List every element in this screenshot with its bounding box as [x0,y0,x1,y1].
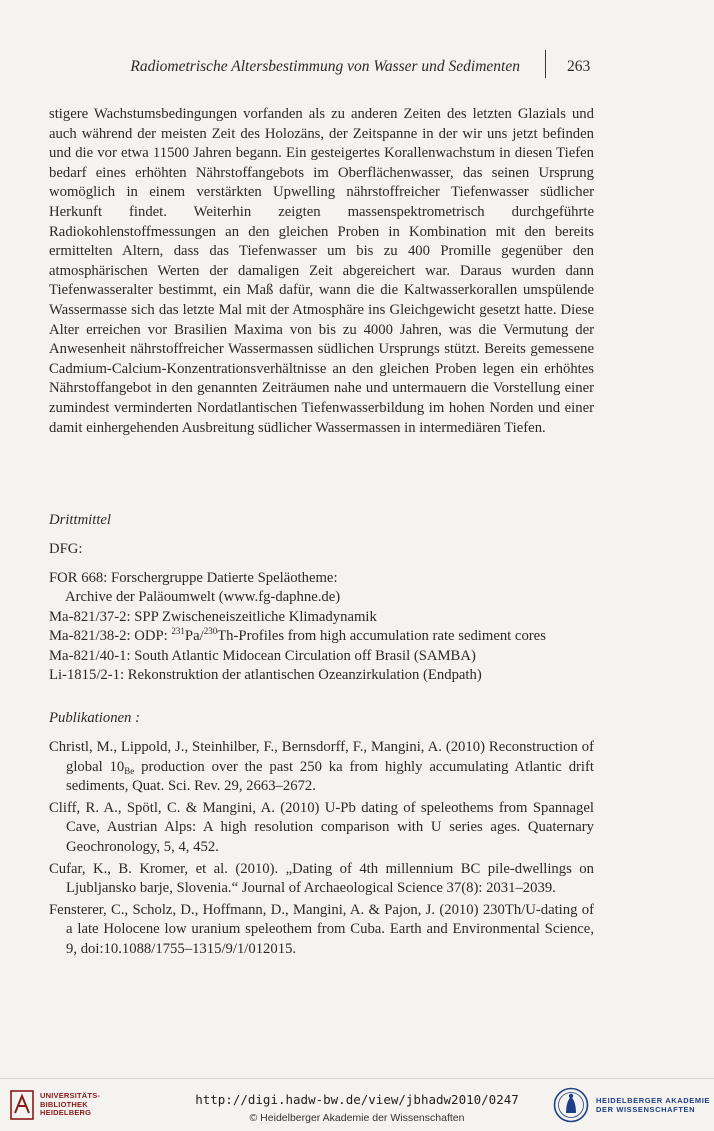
funding-list-wrapper [49,569,609,685]
running-head-divider [545,50,546,78]
publication-text: production over the past 250 ka from highly accumulating Atlantic drift sediments, Quat. Sci. Rev. 29, 2663–2672. [66,758,594,795]
odp-mid: Pa/ [184,628,204,645]
dfg-label: DFG: [49,541,83,557]
publication-entry: Cufar, K., B. Kromer, et al. (2010). „Dating of 4th millennium BC pile-dwellings on Ljubljansko barje, Slovenia.“ Journal of Archaeological Science 37(8): 2031–2039. [49,860,594,897]
funding-item: Li-1815/2-1: Rekonstruktion der atlantischen Ozeanzirkulation (Endpath) [49,667,482,684]
publikationen-section [49,710,609,727]
page-number: 263 [567,58,591,75]
publication-entry: Fensterer, C., Scholz, D., Hoffmann, D., Mangini, A. & Pajon, J. (2010) 230Th/U-dating of a late Holocene low uranium speleothem from Cuba. Earth and Environmental Science, 9, doi:10.1088/1755–1315/9/1/012015. [49,901,594,957]
university-library-wordmark: UNIVERSITÄTS- BIBLIOTHEK HEIDELBERG [40,1091,101,1118]
odp-sup-230: 230 [203,626,218,637]
running-head-title: Radiometrische Altersbestimmung von Wasser und Sedimenten [130,58,520,75]
body-paragraph: stigere Wachstumsbedingungen vorfanden als zu anderen Zeiten des letzten Glazials und auch während der meisten Zeit des Holozäns, der Zeitspanne in der wir uns jetzt befinden und die vor etwa 11500 Jahren begann. Ein gesteigertes Korallenwachstum in diesen Tiefen bedarf eines erhöhten Nährstoffangebots im Oberflächenwasser, das seinen Ursprung womöglich in einem verstärkten Upwelling nährstoffreicher Tiefenwasser südlicher Herkunft findet. Weiterhin zeigten massenspektrometrisch durchgeführte Radiokohlenstoffmessungen an den gleichen Proben in Kombination mit den bereits ermittelten Altern, dass das Tiefenwasser um bis zu 400 Promille gegenüber den atmosphärischen Werten der damaligen Zeit abgereichert war. Daraus wurden dann Tiefenwasseralter bestimmt, ein Maß dafür, wann die die Kaltwasserkorallen umspülende Wassermasse sich das letzte Mal mit der Atmosphäre ins Gleichgewicht gesetzt hatte. Diese Alter erreichen vor Brasilien Maxima von bis zu 4000 Jahren, was die Vermutung der Anwesenheit nährstoffreicher Wassermassen südlichen Ursprungs stützt. Bereits gemessene Cadmium-Calcium-Konzentrationsverhältnisse an den gleichen Proben legen ein erhöhtes Nährstoffangebot in den genannten Zeiträumen nahe und untermauern die Vorstellung einer zumindest verminderten Nordatlantischen Tiefenwasserbildung im hohen Norden und einer damit einhergehenden Ausbreitung südlicher Wassermassen in intermediären Tiefen. [49,106,594,436]
publication-entry: Cliff, R. A., Spötl, C. & Mangini, A. (2010) U-Pb dating of speleothems from Spannagel Cave, Austrian Alps: A high resolution comparison with U series ages. Quaternary Geochronology, 5, 4, 452. [49,799,594,855]
publikationen-heading: Publikationen : [49,710,140,726]
funding-item-odp [49,627,609,646]
publication-list [49,738,594,962]
funding-item: Ma-821/37-2: SPP Zwischeneiszeitliche Klimadynamik [49,608,377,625]
funding-list [49,569,609,685]
footer-bar [0,1078,714,1131]
drittmittel-section [49,512,609,529]
publication-entry [49,738,594,797]
academy-seal-icon [553,1087,589,1123]
odp-suffix: Th-Profiles from high accumulation rate sediment cores [217,628,546,645]
odp-sup-231: 231 [171,626,185,637]
publication-subscript: Be [124,765,135,776]
source-url-link[interactable]: http://digi.hadw-bw.de/view/jbhadw2010/0247 [195,1092,519,1107]
funding-item: Archive der Paläoumwelt (www.fg-daphne.de) [65,589,341,606]
publication-text: Christl, M., Lippold, J., Steinhilber, F., Bernsdorff, F., Mangini, A. (2010) Reconstruction of global 10 [49,739,594,775]
odp-prefix: Ma-821/38-2: ODP: [49,628,172,645]
copyright-notice: © Heidelberger Akademie der Wissenschaften [249,1112,465,1124]
running-head [0,58,714,80]
academy-wordmark: HEIDELBERGER AKADEMIE DER WISSENSCHAFTEN [596,1096,710,1114]
funding-item: FOR 668: Forschergruppe Datierte Speläotheme: [49,570,338,586]
body-text [49,105,594,438]
funding-item: Ma-821/40-1: South Atlantic Midocean Circulation off Brasil (SAMBA) [49,647,476,664]
drittmittel-heading: Drittmittel [49,512,112,528]
